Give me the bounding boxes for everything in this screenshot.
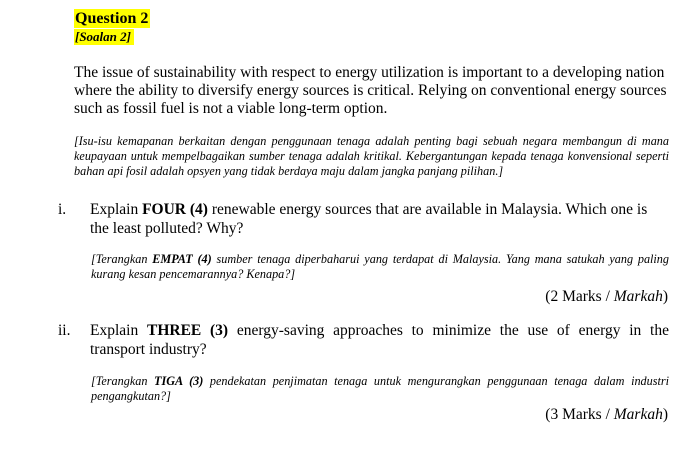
- part-1-marks-malay: Markah: [613, 288, 663, 305]
- part-2-malay: [91, 374, 669, 404]
- part-1-malay-emphasis: EMPAT (4): [152, 252, 212, 266]
- part-2-marks-prefix: (3 Marks /: [545, 406, 614, 423]
- part-2-marks-malay: Markah: [613, 406, 663, 423]
- part-1-malay: [91, 252, 669, 282]
- part-2-marks-suffix: ): [662, 406, 668, 423]
- part-2-malay-emphasis: TIGA (3): [154, 374, 204, 388]
- question-title: Question 2: [75, 10, 149, 27]
- part-1-marks-suffix: ): [662, 288, 668, 305]
- part-1-emphasis: FOUR (4): [142, 201, 208, 218]
- part-2-malay-start: [Terangkan: [91, 374, 155, 388]
- part-2-question: [58, 321, 669, 359]
- intro-malay: [Isu-isu kemapanan berkaitan dengan penggunaan tenaga adalah penting bagi sebuah negara membangun di mana keupayaan untuk mempelbagaikan sumber tenaga adalah kritikal. Kebergantungan kepada tenaga konvensional seperti bahan api fosil adalah opsyen yang tidak berdaya maju dalam jangka panjang pilihan.]: [74, 134, 669, 178]
- question-subtitle: [Soalan 2]: [74, 29, 134, 45]
- part-2-number: ii.: [58, 322, 71, 339]
- intro-english: The issue of sustainability with respect to energy utilization is important to a developing nation where the ability to diversify energy sources is critical. Relying on conventional energy sources such as fossil fuel is not a viable long-term option.: [74, 64, 667, 117]
- part-1-question: [58, 200, 669, 238]
- part-1-marks: [545, 287, 668, 306]
- part-2-text-end: energy-saving approaches to minimize the use of energy in the transport industry?: [90, 322, 669, 358]
- part-2-emphasis: THREE (3): [146, 322, 229, 339]
- part-1-malay-start: [Terangkan: [91, 252, 153, 266]
- question-header: [74, 9, 150, 46]
- part-1-text-end: renewable energy sources that are available in Malaysia. Which one is the least polluted? Why?: [90, 201, 648, 237]
- part-1-number: i.: [58, 201, 67, 218]
- part-1-marks-prefix: (2 Marks /: [545, 288, 614, 305]
- part-2-marks: [545, 405, 668, 424]
- part-2-text-start: Explain: [90, 322, 147, 339]
- part-1-text-start: Explain: [90, 201, 143, 218]
- part-2-malay-end: pendekatan penjimatan tenaga untuk mengurangkan penggunaan tenaga dalam industri pengangkutan?]: [91, 374, 669, 403]
- part-1-malay-end: sumber tenaga diperbaharui yang terdapat di Malaysia. Yang mana satukah yang paling kurang kesan pencemarannya? Kenapa?]: [91, 252, 669, 281]
